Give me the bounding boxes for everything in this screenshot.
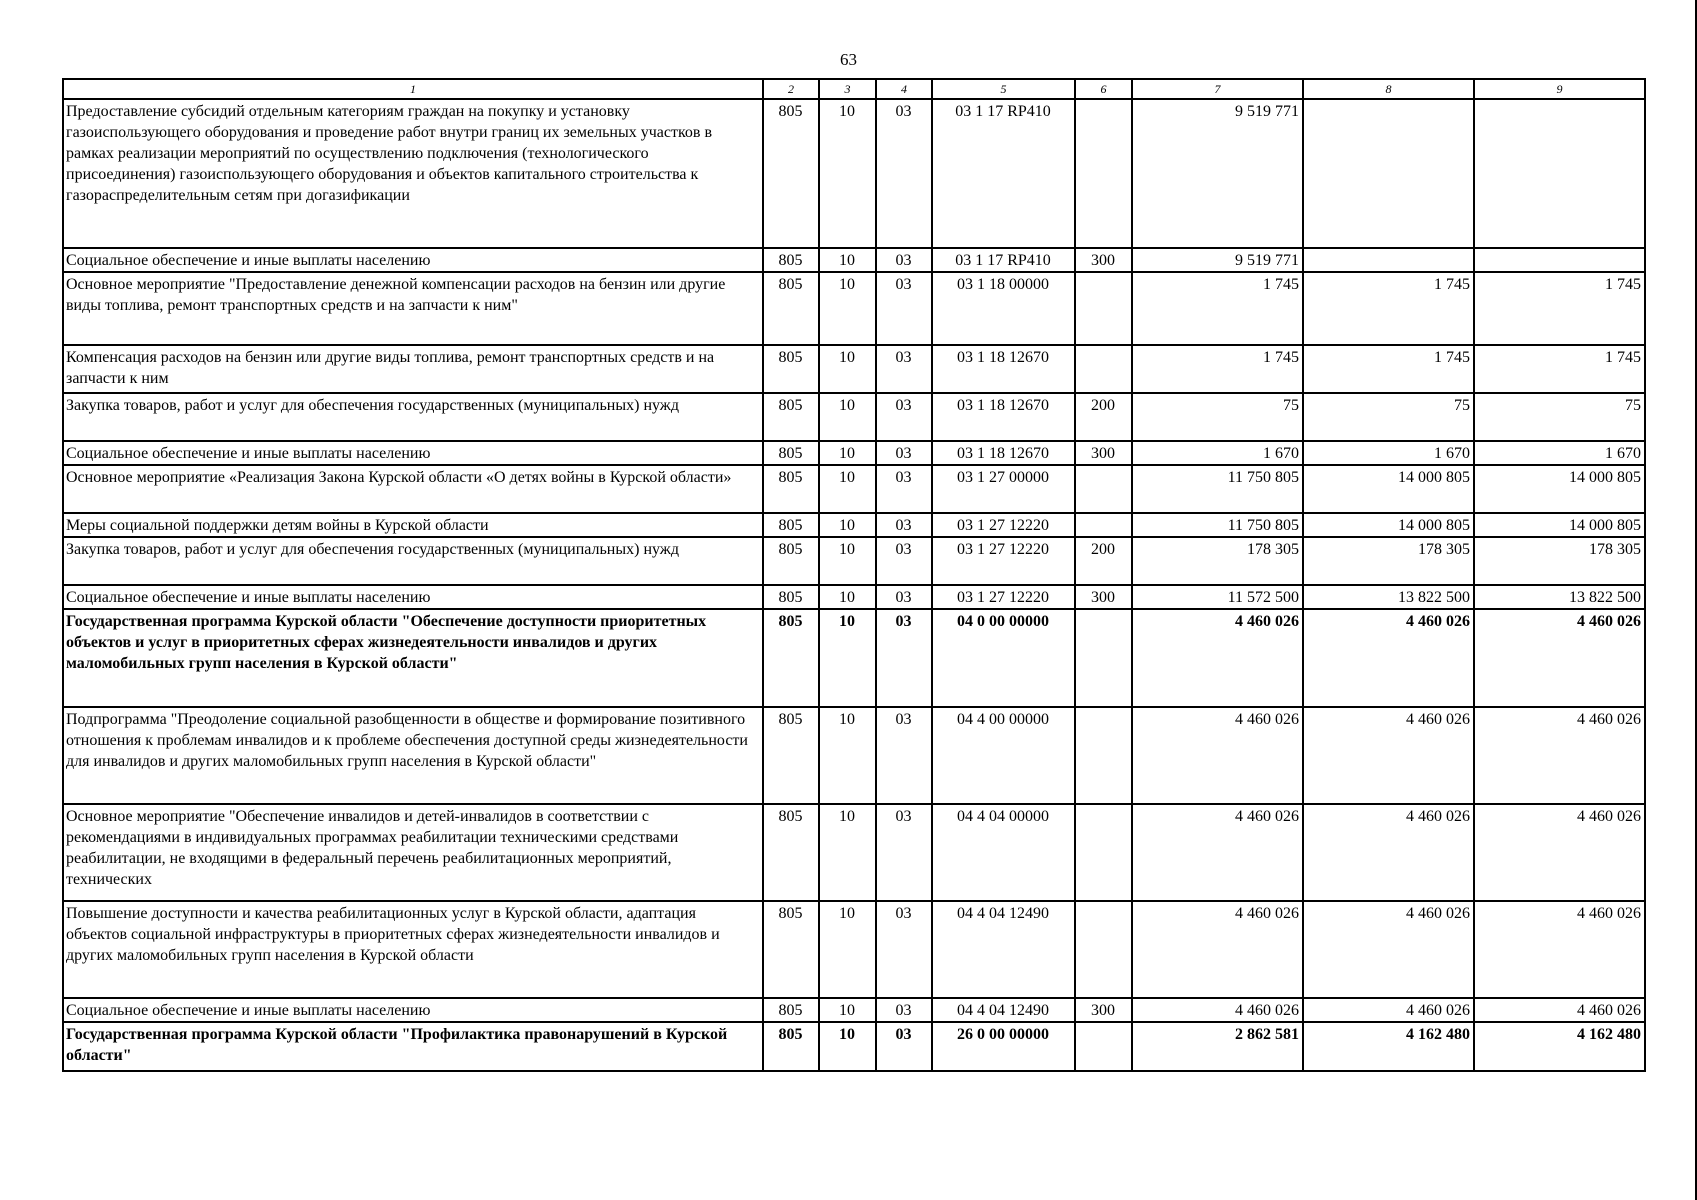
row-name: Государственная программа Курской области "Обеспечение доступности приоритетных объектов и услуг в приоритетных сферах жизнедеятельности инвалидов и других маломобильных групп населения в Курской области" [63, 609, 763, 707]
cell-expense-type: 200 [1075, 537, 1132, 585]
cell-subsection: 03 [876, 441, 932, 465]
cell-subsection: 03 [876, 707, 932, 804]
cell-expense-type [1075, 609, 1132, 707]
cell-ministry: 805 [763, 393, 819, 441]
cell-section: 10 [819, 465, 876, 513]
cell-target-code: 04 0 00 00000 [932, 609, 1075, 707]
cell-amount-col7: 1 745 [1132, 272, 1303, 345]
cell-expense-type [1075, 513, 1132, 537]
cell-ministry: 805 [763, 804, 819, 901]
cell-amount-col9: 4 460 026 [1474, 707, 1645, 804]
cell-amount-col8: 13 822 500 [1303, 585, 1474, 609]
row-name: Основное мероприятие "Предоставление денежной компенсации расходов на бензин или другие виды топлива, ремонт транспортных средств и на запчасти к ним" [63, 272, 763, 345]
row-name: Социальное обеспечение и иные выплаты населению [63, 248, 763, 272]
cell-subsection: 03 [876, 585, 932, 609]
cell-amount-col9: 4 460 026 [1474, 804, 1645, 901]
cell-target-code: 03 1 18 12670 [932, 345, 1075, 393]
cell-subsection: 03 [876, 537, 932, 585]
cell-target-code: 03 1 27 12220 [932, 537, 1075, 585]
cell-amount-col9: 1 745 [1474, 272, 1645, 345]
cell-section: 10 [819, 707, 876, 804]
cell-amount-col8: 178 305 [1303, 537, 1474, 585]
row-name: Предоставление субсидий отдельным категориям граждан на покупку и установку газоиспользующего оборудования и проведение работ внутри границ их земельных участков в рамках реализации мероприятий по осуществлению подключения (технологического присоединения) газоиспользующего оборудования и объектов капитального строительства к газораспределительным сетям при догазификации [63, 99, 763, 248]
row-name: Закупка товаров, работ и услуг для обеспечения государственных (муниципальных) нужд [63, 537, 763, 585]
cell-section: 10 [819, 1022, 876, 1071]
cell-amount-col7: 75 [1132, 393, 1303, 441]
column-header: 3 [819, 79, 876, 99]
cell-amount-col9: 1 670 [1474, 441, 1645, 465]
cell-ministry: 805 [763, 465, 819, 513]
cell-section: 10 [819, 998, 876, 1022]
cell-section: 10 [819, 272, 876, 345]
column-header: 9 [1474, 79, 1645, 99]
column-header: 4 [876, 79, 932, 99]
cell-section: 10 [819, 393, 876, 441]
cell-section: 10 [819, 513, 876, 537]
row-name: Основное мероприятие "Обеспечение инвалидов и детей-инвалидов в соответствии с рекомендациями в индивидуальных программах реабилитации техническими средствами реабилитации, не входящими в федеральный перечень реабилитационных мероприятий, технических [63, 804, 763, 901]
cell-expense-type [1075, 345, 1132, 393]
cell-amount-col7: 9 519 771 [1132, 248, 1303, 272]
cell-section: 10 [819, 585, 876, 609]
cell-expense-type [1075, 707, 1132, 804]
cell-subsection: 03 [876, 393, 932, 441]
cell-ministry: 805 [763, 998, 819, 1022]
cell-ministry: 805 [763, 537, 819, 585]
cell-target-code: 03 1 27 12220 [932, 513, 1075, 537]
cell-expense-type [1075, 901, 1132, 998]
cell-subsection: 03 [876, 248, 932, 272]
cell-expense-type [1075, 99, 1132, 248]
cell-expense-type [1075, 465, 1132, 513]
cell-amount-col7: 11 750 805 [1132, 465, 1303, 513]
cell-amount-col7: 4 460 026 [1132, 804, 1303, 901]
cell-ministry: 805 [763, 707, 819, 804]
cell-amount-col8: 1 670 [1303, 441, 1474, 465]
table-row [63, 393, 1645, 441]
row-name: Основное мероприятие «Реализация Закона Курской области «О детях войны в Курской области» [63, 465, 763, 513]
cell-amount-col9: 14 000 805 [1474, 465, 1645, 513]
cell-amount-col7: 11 572 500 [1132, 585, 1303, 609]
column-header: 2 [763, 79, 819, 99]
table-row [63, 901, 1645, 998]
table-row [63, 248, 1645, 272]
column-header: 1 [63, 79, 763, 99]
cell-expense-type: 200 [1075, 393, 1132, 441]
cell-amount-col8 [1303, 248, 1474, 272]
table-row [63, 707, 1645, 804]
cell-expense-type: 300 [1075, 248, 1132, 272]
cell-expense-type: 300 [1075, 585, 1132, 609]
cell-amount-col7: 1 670 [1132, 441, 1303, 465]
cell-amount-col7: 9 519 771 [1132, 99, 1303, 248]
cell-section: 10 [819, 901, 876, 998]
table-row [63, 272, 1645, 345]
cell-target-code: 03 1 27 12220 [932, 585, 1075, 609]
cell-target-code: 03 1 18 12670 [932, 441, 1075, 465]
cell-ministry: 805 [763, 272, 819, 345]
cell-target-code: 04 4 00 00000 [932, 707, 1075, 804]
cell-subsection: 03 [876, 99, 932, 248]
cell-subsection: 03 [876, 465, 932, 513]
cell-amount-col8 [1303, 99, 1474, 248]
table-row [63, 585, 1645, 609]
cell-amount-col7: 4 460 026 [1132, 609, 1303, 707]
row-name: Подпрограмма "Преодоление социальной разобщенности в обществе и формирование позитивного отношения к проблемам инвалидов и к проблеме обеспечения доступной среды жизнедеятельности для инвалидов и других маломобильных групп населения в Курской области" [63, 707, 763, 804]
cell-amount-col9: 178 305 [1474, 537, 1645, 585]
table-row [63, 441, 1645, 465]
cell-ministry: 805 [763, 248, 819, 272]
row-name: Меры социальной поддержки детям войны в Курской области [63, 513, 763, 537]
cell-target-code: 04 4 04 12490 [932, 998, 1075, 1022]
cell-subsection: 03 [876, 272, 932, 345]
cell-amount-col7: 1 745 [1132, 345, 1303, 393]
column-header: 8 [1303, 79, 1474, 99]
cell-amount-col8: 4 460 026 [1303, 998, 1474, 1022]
cell-amount-col8: 4 460 026 [1303, 901, 1474, 998]
cell-section: 10 [819, 345, 876, 393]
cell-target-code: 04 4 04 00000 [932, 804, 1075, 901]
cell-ministry: 805 [763, 441, 819, 465]
table-row [63, 998, 1645, 1022]
cell-section: 10 [819, 248, 876, 272]
cell-subsection: 03 [876, 804, 932, 901]
cell-amount-col9: 4 460 026 [1474, 998, 1645, 1022]
cell-amount-col8: 14 000 805 [1303, 513, 1474, 537]
table-row-program [63, 609, 1645, 707]
row-name: Социальное обеспечение и иные выплаты населению [63, 998, 763, 1022]
cell-ministry: 805 [763, 901, 819, 998]
cell-expense-type [1075, 1022, 1132, 1071]
cell-amount-col9: 75 [1474, 393, 1645, 441]
cell-amount-col7: 4 460 026 [1132, 901, 1303, 998]
cell-amount-col9: 1 745 [1474, 345, 1645, 393]
cell-amount-col7: 4 460 026 [1132, 998, 1303, 1022]
cell-section: 10 [819, 441, 876, 465]
table-row [63, 804, 1645, 901]
cell-amount-col7: 178 305 [1132, 537, 1303, 585]
cell-subsection: 03 [876, 901, 932, 998]
cell-expense-type [1075, 272, 1132, 345]
row-name: Социальное обеспечение и иные выплаты населению [63, 441, 763, 465]
cell-amount-col7: 4 460 026 [1132, 707, 1303, 804]
column-header: 7 [1132, 79, 1303, 99]
cell-subsection: 03 [876, 513, 932, 537]
row-name: Повышение доступности и качества реабилитационных услуг в Курской области, адаптация объектов социальной инфраструктуры в приоритетных сферах жизнедеятельности инвалидов и других маломобильных групп населения в Курской области [63, 901, 763, 998]
table-row [63, 537, 1645, 585]
cell-amount-col9: 4 460 026 [1474, 901, 1645, 998]
cell-amount-col8: 4 460 026 [1303, 804, 1474, 901]
cell-ministry: 805 [763, 345, 819, 393]
cell-subsection: 03 [876, 609, 932, 707]
cell-ministry: 805 [763, 1022, 819, 1071]
cell-expense-type: 300 [1075, 441, 1132, 465]
page-number: 63 [840, 50, 857, 69]
cell-target-code: 03 1 17 RP410 [932, 248, 1075, 272]
row-name: Государственная программа Курской области "Профилактика правонарушений в Курской области" [63, 1022, 763, 1071]
cell-section: 10 [819, 609, 876, 707]
cell-amount-col9 [1474, 248, 1645, 272]
table-row [63, 465, 1645, 513]
cell-amount-col8: 1 745 [1303, 272, 1474, 345]
column-header: 5 [932, 79, 1075, 99]
cell-amount-col9: 4 162 480 [1474, 1022, 1645, 1071]
row-name: Компенсация расходов на бензин или другие виды топлива, ремонт транспортных средств и на запчасти к ним [63, 345, 763, 393]
cell-ministry: 805 [763, 513, 819, 537]
cell-amount-col8: 4 460 026 [1303, 609, 1474, 707]
cell-amount-col9: 13 822 500 [1474, 585, 1645, 609]
cell-ministry: 805 [763, 609, 819, 707]
cell-amount-col8: 14 000 805 [1303, 465, 1474, 513]
cell-amount-col7: 2 862 581 [1132, 1022, 1303, 1071]
cell-amount-col9 [1474, 99, 1645, 248]
cell-amount-col9: 4 460 026 [1474, 609, 1645, 707]
row-name: Закупка товаров, работ и услуг для обеспечения государственных (муниципальных) нужд [63, 393, 763, 441]
budget-table [62, 78, 1646, 1072]
cell-subsection: 03 [876, 1022, 932, 1071]
row-name: Социальное обеспечение и иные выплаты населению [63, 585, 763, 609]
cell-section: 10 [819, 804, 876, 901]
cell-amount-col8: 4 162 480 [1303, 1022, 1474, 1071]
cell-subsection: 03 [876, 345, 932, 393]
cell-ministry: 805 [763, 585, 819, 609]
cell-target-code: 04 4 04 12490 [932, 901, 1075, 998]
table-row [63, 345, 1645, 393]
cell-section: 10 [819, 99, 876, 248]
cell-target-code: 03 1 27 00000 [932, 465, 1075, 513]
cell-expense-type [1075, 804, 1132, 901]
table-row [63, 99, 1645, 248]
table-row-program [63, 1022, 1645, 1071]
cell-amount-col8: 4 460 026 [1303, 707, 1474, 804]
cell-ministry: 805 [763, 99, 819, 248]
cell-target-code: 03 1 17 RP410 [932, 99, 1075, 248]
table-row [63, 513, 1645, 537]
cell-subsection: 03 [876, 998, 932, 1022]
column-number-row [63, 79, 1645, 99]
cell-section: 10 [819, 537, 876, 585]
column-header: 6 [1075, 79, 1132, 99]
cell-expense-type: 300 [1075, 998, 1132, 1022]
cell-target-code: 03 1 18 12670 [932, 393, 1075, 441]
cell-amount-col7: 11 750 805 [1132, 513, 1303, 537]
cell-amount-col9: 14 000 805 [1474, 513, 1645, 537]
cell-target-code: 03 1 18 00000 [932, 272, 1075, 345]
cell-amount-col8: 1 745 [1303, 345, 1474, 393]
cell-target-code: 26 0 00 00000 [932, 1022, 1075, 1071]
cell-amount-col8: 75 [1303, 393, 1474, 441]
